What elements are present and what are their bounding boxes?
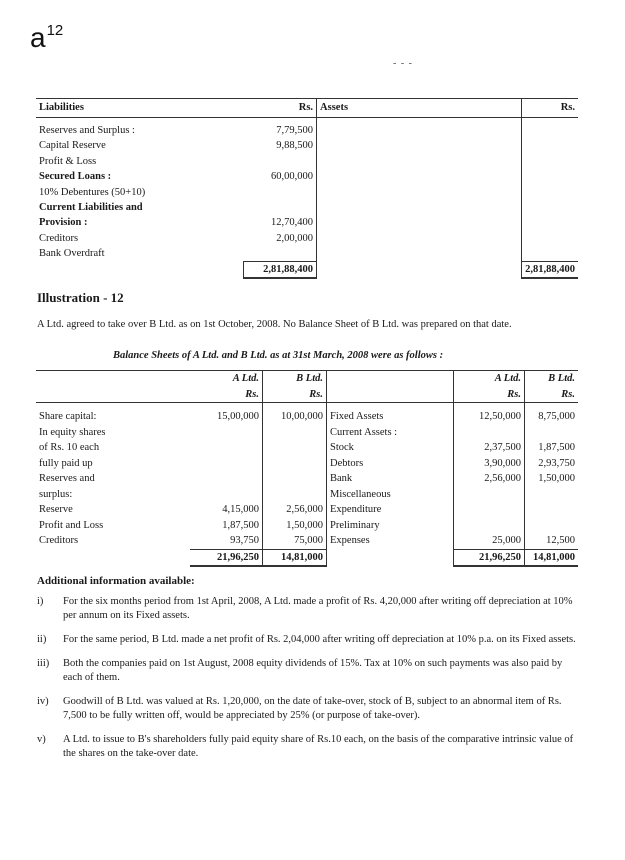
cell-value: 25,000 — [492, 535, 521, 546]
row-label: Reserve — [39, 504, 73, 515]
row-label: Expenses — [330, 535, 370, 546]
total-left: 2,81,88,400 — [244, 262, 317, 279]
additional-info-title: Additional information available: — [37, 575, 195, 587]
line-label: Provision : — [39, 217, 88, 229]
intro-paragraph: A Ltd. agreed to take over B Ltd. as on 1st October, 2008. No Balance Sheet of B Ltd. was prepared on that date. — [37, 319, 512, 330]
row-label: Profit and Loss — [39, 519, 104, 531]
col-b-header-right: B Ltd. — [525, 371, 579, 387]
total-right-a: 21,96,250 — [454, 549, 525, 566]
line-value: 7,79,500 — [276, 125, 314, 136]
right-a-values — [454, 403, 525, 550]
balance-sheet-table-1 — [36, 98, 578, 279]
cell-value: 2,37,500 — [484, 442, 521, 453]
rs-header-right: Rs. — [522, 99, 578, 118]
line-label: Creditors — [39, 232, 79, 244]
left-a-values — [190, 403, 263, 550]
line-value — [247, 200, 313, 215]
liabilities-header: Liabilities — [36, 99, 244, 118]
row-label: Miscellaneous — [330, 488, 391, 500]
cell-value: 8,75,000 — [538, 411, 575, 422]
cell-value: 1,87,500 — [222, 519, 259, 531]
line-label: Bank Overdraft — [39, 248, 105, 260]
rs-label: Rs. — [190, 387, 263, 403]
row-label: Reserves and — [39, 473, 95, 484]
info-list — [37, 595, 582, 771]
row-label: surplus: — [39, 488, 73, 500]
assets-header: Assets — [317, 99, 522, 118]
cell-value: 75,000 — [294, 535, 323, 546]
dots-mark: - - - — [393, 58, 413, 69]
table-caption: Balance Sheets of A Ltd. and B Ltd. as at 31st March, 2008 were as follows : — [113, 350, 444, 361]
line-label: Secured Loans : — [39, 171, 112, 183]
line-label: Current Liabilities and — [39, 202, 143, 214]
line-label: Profit & Loss — [39, 155, 97, 167]
row-label: of Rs. 10 each — [39, 442, 100, 453]
total-right-b: 14,81,000 — [525, 549, 579, 566]
cell-value: 2,93,750 — [538, 457, 575, 469]
col-b-header: B Ltd. — [263, 371, 327, 387]
total-right: 2,81,88,400 — [522, 262, 578, 279]
row-label: Creditors — [39, 535, 79, 546]
assets-values-cell — [522, 118, 578, 262]
row-label: Bank — [330, 473, 353, 484]
liabilities-values — [244, 118, 317, 262]
line-value: 12,70,400 — [271, 217, 314, 229]
rs-label: Rs. — [263, 387, 327, 403]
row-label: Preliminary — [330, 519, 380, 531]
line-value — [247, 185, 313, 200]
row-label: Current Assets : — [330, 426, 398, 438]
cell-value: 2,56,000 — [484, 473, 521, 484]
list-item: v) A Ltd. to issue to B's shareholders fully paid equity share of Rs.10 each, on the basis of the comparative intrinsic value of the shares on the take-over date. — [37, 734, 574, 759]
cell-value: 15,00,000 — [217, 411, 259, 422]
cell-value: 10,00,000 — [281, 411, 323, 422]
line-value — [247, 154, 313, 169]
rs-label: Rs. — [525, 387, 579, 403]
left-labels — [36, 403, 190, 550]
total-left-a: 21,96,250 — [190, 549, 263, 566]
right-labels — [327, 403, 454, 550]
line-value: 9,88,500 — [276, 140, 314, 152]
balance-sheet-table-2 — [36, 370, 578, 567]
cell-value: 4,15,000 — [222, 504, 259, 515]
list-item: iii) Both the companies paid on 1st August, 2008 equity dividends of 15%. Tax at 10% on such payments was also paid by each of them. — [37, 658, 563, 683]
row-label: Expenditure — [330, 504, 382, 515]
cell-value: 1,50,000 — [286, 519, 323, 531]
row-label: Stock — [330, 442, 354, 453]
row-label: Debtors — [330, 457, 364, 469]
cell-value: 2,56,000 — [286, 504, 323, 515]
cell-value: 12,500 — [546, 535, 575, 546]
rs-header-left: Rs. — [244, 99, 317, 118]
cell-value: 3,90,000 — [484, 457, 521, 469]
line-label: 10% Debentures (50+10) — [39, 186, 146, 198]
cell-value: 93,750 — [230, 535, 259, 546]
liabilities-labels — [36, 118, 244, 262]
col-a-header-right: A Ltd. — [454, 371, 525, 387]
assets-cell — [317, 118, 522, 262]
total-left-b: 14,81,000 — [263, 549, 327, 566]
right-b-values — [525, 403, 579, 550]
cell-value: 1,87,500 — [538, 442, 575, 453]
row-label: fully paid up — [39, 457, 93, 469]
list-item: ii) For the same period, B Ltd. made a net profit of Rs. 2,04,000 after writing off depreciation at 10% p.a. on its Fixed assets. — [37, 634, 576, 645]
page-heading: $a^{12}$ — [30, 22, 64, 53]
cell-value: 1,50,000 — [538, 473, 575, 484]
left-b-values — [263, 403, 327, 550]
line-label: Reserves and Surplus : — [39, 125, 135, 136]
rs-label: Rs. — [454, 387, 525, 403]
illustration-title: Illustration - 12 — [37, 290, 124, 305]
line-label: Capital Reserve — [39, 140, 106, 152]
row-label: Share capital: — [39, 411, 97, 422]
cell-value: 12,50,000 — [479, 411, 521, 422]
list-item: iv) Goodwill of B Ltd. was valued at Rs. 1,20,000, on the date of take-over, stock of B, subject to an abnormal item of Rs. 7,500 to be fully written off, would be appreciated by 25% (or purpose of take-over). — [37, 696, 562, 721]
row-label: Fixed Assets — [330, 411, 384, 422]
list-item: i) For the six months period from 1st April, 2008, A Ltd. made a profit of Rs. 4,20,000 after writing off depreciation at 10% per annum on its Fixed assets. — [37, 596, 573, 621]
line-value: 2,00,000 — [276, 232, 314, 244]
line-value: 60,00,000 — [271, 171, 314, 183]
row-label: In equity shares — [39, 426, 106, 438]
col-a-header: A Ltd. — [190, 371, 263, 387]
